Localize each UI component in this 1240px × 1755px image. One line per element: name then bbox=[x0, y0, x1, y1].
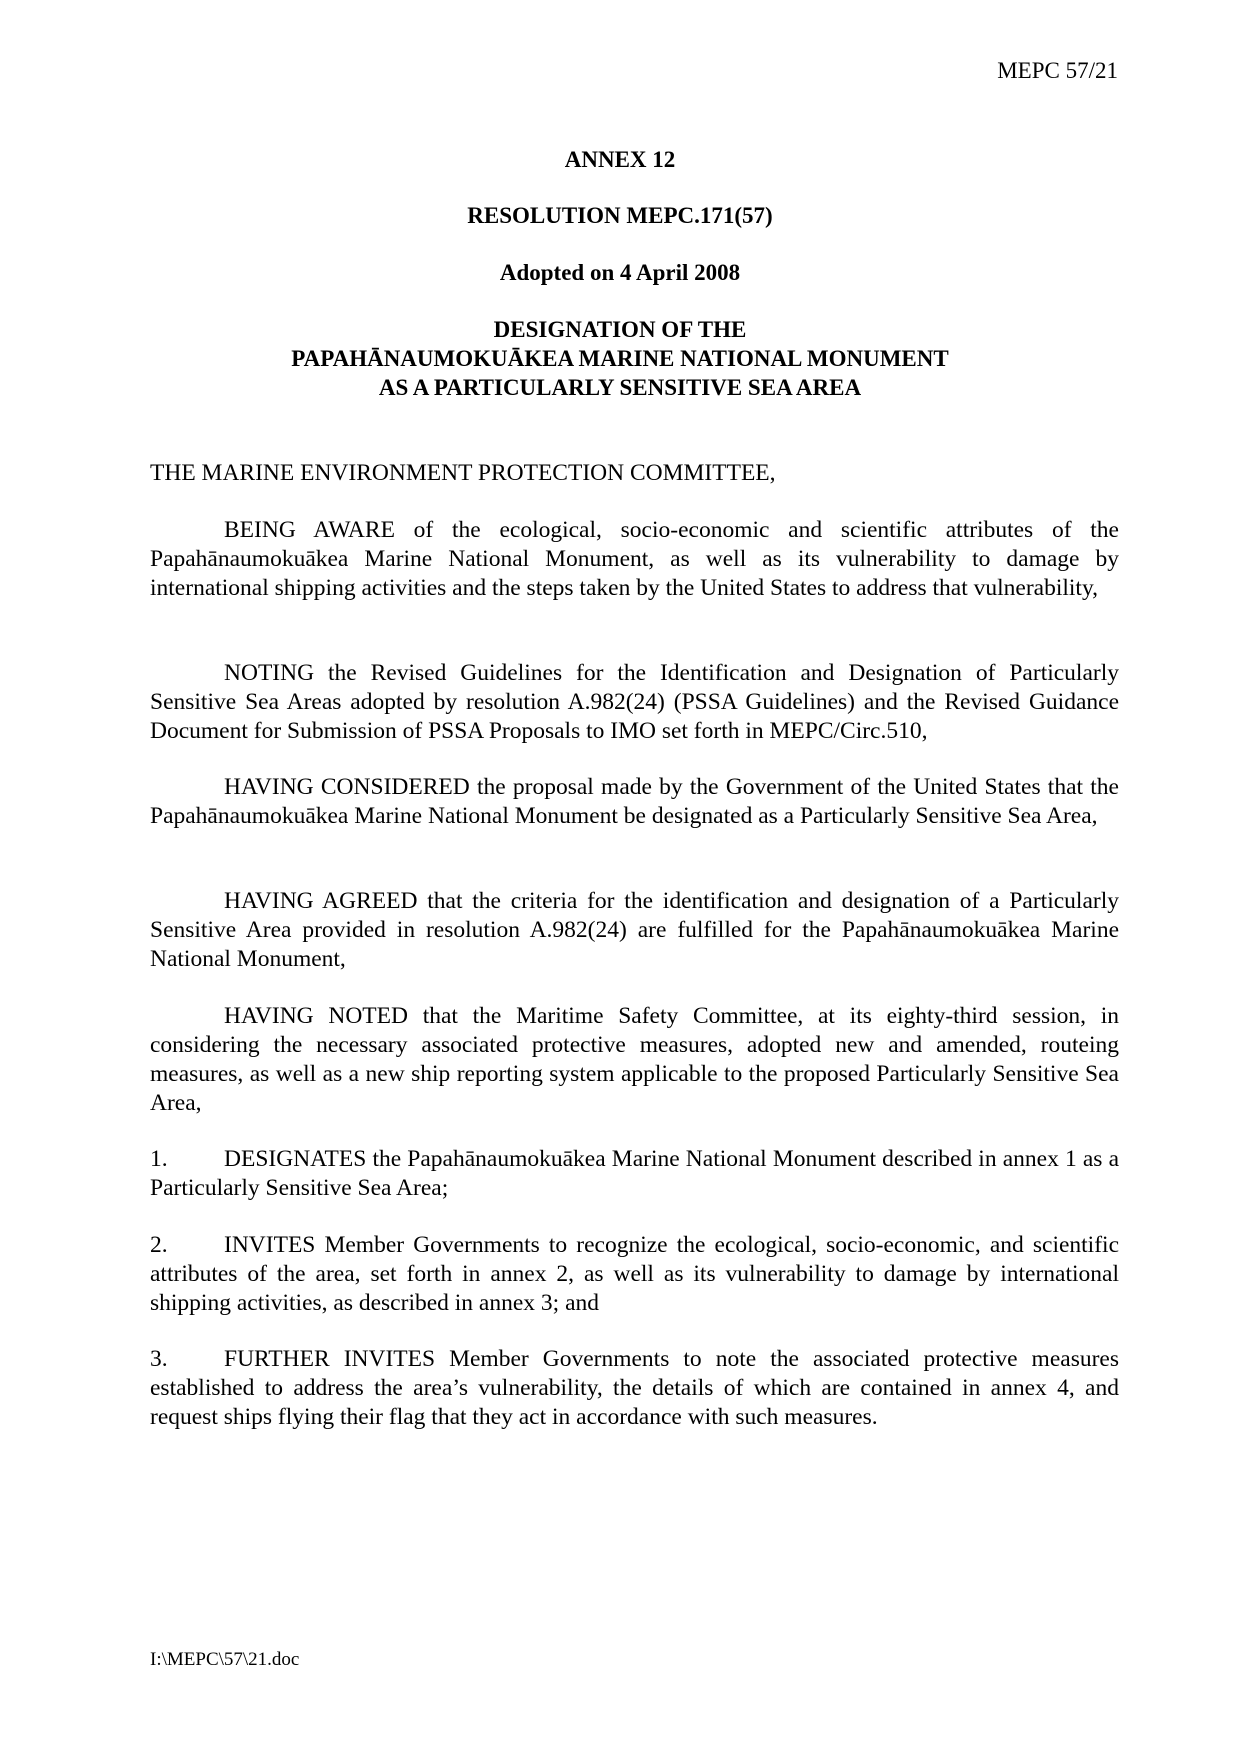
paragraph-text: FURTHER INVITES Member Governments to note the associated protective measures established to address the area’s vulnerability, the details of which are contained in annex 4, and request ships flying their flag that they act in accordance with such measures. bbox=[150, 1346, 1119, 1430]
operative-paragraph bbox=[150, 1145, 1119, 1203]
preamble-paragraph: HAVING NOTED that the Maritime Safety Committee, at its eighty-third session, in considering the necessary associated protective measures, adopted new and amended, routeing measures, as well as a new ship reporting system applicable to the proposed Particularly Sensitive Sea Area, bbox=[150, 1003, 1119, 1116]
resolution-heading: RESOLUTION MEPC.171(57) bbox=[467, 203, 773, 228]
adoption-date: Adopted on 4 April 2008 bbox=[499, 260, 741, 285]
paragraph-number: 1. bbox=[150, 1146, 168, 1172]
designation-title bbox=[0, 315, 1240, 402]
paragraph-text: INVITES Member Governments to recognize the ecological, socio-economic, and scientific attributes of the area, set forth in annex 2, as well as its vulnerability to damage by international shipping activities, as described in annex 3; and bbox=[150, 1232, 1119, 1316]
preamble-paragraph: HAVING AGREED that the criteria for the identification and designation of a Particularly Sensitive Area provided in resolution A.982(24) are fulfilled for the Papahānaumokuākea Marine National Monument, bbox=[150, 888, 1119, 972]
annex-heading: ANNEX 12 bbox=[564, 147, 676, 172]
operative-paragraph bbox=[150, 1231, 1119, 1318]
document-reference: MEPC 57/21 bbox=[997, 58, 1118, 83]
paragraph-number: 2. bbox=[150, 1232, 168, 1258]
paragraph-text: DESIGNATES the Papahānaumokuākea Marine National Monument described in annex 1 as a Particularly Sensitive Sea Area; bbox=[150, 1146, 1119, 1201]
preamble-paragraph: NOTING the Revised Guidelines for the Identification and Designation of Particularly Sensitive Sea Areas adopted by resolution A.982(24) (PSSA Guidelines) and the Revised Guidance Document for Submission of PSSA Proposals to IMO set forth in MEPC/Circ.510, bbox=[150, 660, 1119, 744]
committee-line: THE MARINE ENVIRONMENT PROTECTION COMMITTEE, bbox=[150, 460, 776, 486]
designation-line-3: AS A PARTICULARLY SENSITIVE SEA AREA bbox=[378, 375, 862, 400]
preamble-paragraph: BEING AWARE of the ecological, socio-economic and scientific attributes of the Papahānaumokuākea Marine National Monument, as well as its vulnerability to damage by international shipping activities and the steps taken by the United States to address that vulnerability, bbox=[150, 517, 1119, 601]
designation-line-2: PAPAHĀNAUMOKUĀKEA MARINE NATIONAL MONUMENT bbox=[291, 346, 949, 371]
file-path-footer: I:\MEPC\57\21.doc bbox=[150, 1649, 300, 1670]
operative-paragraph bbox=[150, 1345, 1119, 1432]
designation-line-1: DESIGNATION OF THE bbox=[493, 317, 747, 342]
paragraph-number: 3. bbox=[150, 1346, 168, 1372]
preamble-paragraph: HAVING CONSIDERED the proposal made by the Government of the United States that the Papahānaumokuākea Marine National Monument be designated as a Particularly Sensitive Sea Area, bbox=[150, 774, 1119, 829]
